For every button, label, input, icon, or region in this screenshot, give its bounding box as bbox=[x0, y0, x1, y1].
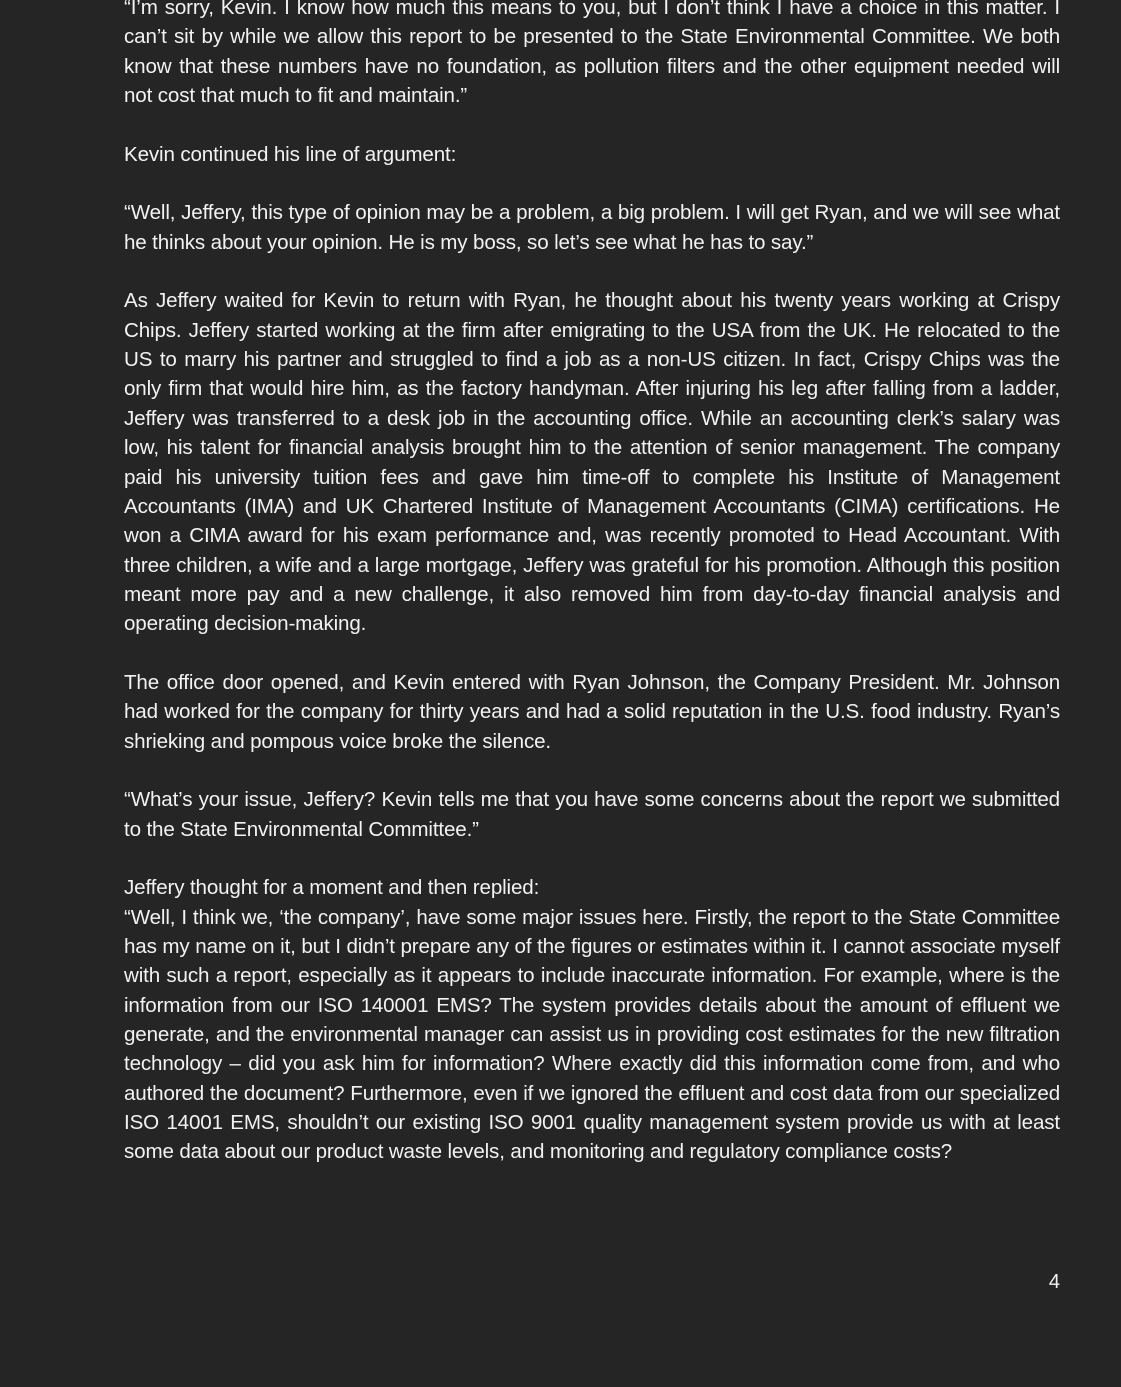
paragraph-spacer bbox=[124, 257, 1060, 286]
paragraph-spacer bbox=[124, 110, 1060, 139]
paragraph-spacer bbox=[124, 639, 1060, 668]
paragraph-spacer bbox=[124, 169, 1060, 198]
paragraph-kevin-continued: Kevin continued his line of argument: bbox=[124, 142, 457, 166]
paragraph-office-door: The office door opened, and Kevin entered with Ryan Johnson, the Company President. Mr. Johnson had worked for the company for thirty years and had a solid reputation in the U.S. food industry. Ryan’s shrieking and pompous voice broke the silence. bbox=[124, 670, 1060, 753]
paragraph-jeffery-background: As Jeffery waited for Kevin to return with Ryan, he thought about his twenty years working at Crispy Chips. Jeffery started working at the firm after emigrating to the USA from the UK. He relocated to the US to marry his partner and struggled to find a job as a non-US citizen. In fact, Crispy Chips was the only firm that would hire him, as the factory handyman. After injuring his leg after falling from a ladder, Jeffery was transferred to a desk job in the accounting office. While an accounting clerk’s salary was low, his talent for financial analysis brought him to the attention of senior management. The company paid his university tuition fees and gave him time-off to complete his Institute of Management Accountants (IMA) and UK Chartered Institute of Management Accountants (CIMA) certifications. He won a CIMA award for his exam performance and, was recently promoted to Head Accountant. With three children, a wife and a large mortgage, Jeffery was grateful for his promotion. Although this position meant more pay and a new challenge, it also removed him from day-to-day financial analysis and operating decision-making. bbox=[124, 289, 1060, 636]
paragraph-jeffery-replied: Jeffery thought for a moment and then replied: bbox=[124, 876, 540, 900]
document-body bbox=[124, 0, 1060, 1167]
paragraph-whats-your-issue: “What’s your issue, Jeffery? Kevin tells me that you have some concerns about the report we submitted to the State Environmental Committee.” bbox=[124, 788, 1060, 841]
paragraph-major-issues: “Well, I think we, ‘the company’, have some major issues here. Firstly, the report to the State Committee has my name on it, but I didn’t prepare any of the figures or estimates within it. I cannot associate myself with such a report, especially as it appears to include inaccurate information. For example, where is the information from our ISO 140001 EMS? The system provides details about the amount of effluent we generate, and the environmental manager can assist us in providing cost estimates for the new filtration technology – did you ask him for information? Where exactly did this information come from, and who authored the document? Furthermore, even if we ignored the effluent and cost data from our specialized ISO 14001 EMS, shouldn’t our existing ISO 9001 quality management system provide us with at least some data about our product waste levels, and monitoring and regulatory compliance costs? bbox=[124, 905, 1060, 1164]
paragraph-well-jeffery: “Well, Jeffery, this type of opinion may be a problem, a big problem. I will get Ryan, and we will see what he thinks about your opinion. He is my boss, so let’s see what he has to say.” bbox=[124, 201, 1060, 254]
page-number: 4 bbox=[1048, 1271, 1060, 1293]
paragraph-spacer bbox=[124, 756, 1060, 785]
paragraph-spacer bbox=[124, 844, 1060, 873]
paragraph-sorry-kevin: “I’m sorry, Kevin. I know how much this means to you, but I don’t think I have a choice in this matter. I can’t sit by while we allow this report to be presented to the State Environmental Committee. We both know that these numbers have no foundation, as pollution filters and the other equipment needed will not cost that much to fit and maintain.” bbox=[124, 0, 1060, 108]
